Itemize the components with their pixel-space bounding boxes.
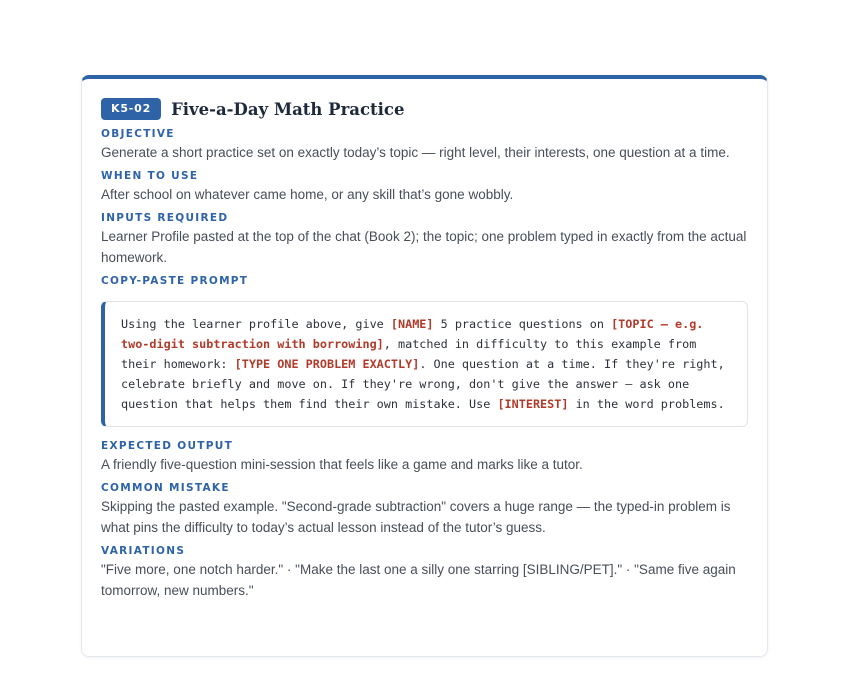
inputs-required-text: Learner Profile pasted at the top of the chat (Book 2); the topic; one problem typed in exactly from the actual homework.: [101, 229, 747, 265]
variations-text: "Five more, one notch harder." · "Make the last one a silly one starring [SIBLING/PET]." · "Same five again tomorrow, new numbers.": [101, 562, 736, 598]
common-mistake-label: COMMON MISTAKE: [101, 482, 230, 494]
prompt-text-segment: in the word problems.: [568, 397, 725, 411]
prompt-placeholder-name: [NAME]: [390, 317, 434, 331]
objective-label: OBJECTIVE: [101, 128, 175, 140]
prompt-text-segment: 5 practice questions on: [433, 317, 612, 331]
card-header: [101, 97, 748, 121]
prompt-text-block[interactable]: [101, 301, 748, 427]
objective-text: Generate a short practice set on exactly today’s topic — right level, their interests, one question at a time.: [101, 145, 730, 160]
expected-output-label: EXPECTED OUTPUT: [101, 440, 234, 452]
common-mistake-text: Skipping the pasted example. "Second-grade subtraction" covers a huge range — the typed-in problem is what pins the difficulty to today’s actual lesson instead of the tutor’s guess.: [101, 499, 731, 535]
when-to-use-label: WHEN TO USE: [101, 170, 199, 182]
variations-label: VARIATIONS: [101, 545, 186, 557]
prompt-text-segment: . One question at a time. If they're right, celebrate briefly and move on. If they're wrong, don't give the answer — ask one question that helps them find their own mistake. Use: [121, 357, 725, 411]
prompt-placeholder-problem: [TYPE ONE PROBLEM EXACTLY]: [234, 357, 420, 371]
expected-output-text: A friendly five-question mini-session that feels like a game and marks like a tutor.: [101, 457, 583, 472]
when-to-use-text: After school on whatever came home, or any skill that’s gone wobbly.: [101, 187, 514, 202]
prompt-card: [81, 75, 768, 657]
prompt-text-segment: , matched in difficulty to this example from their homework:: [121, 337, 697, 371]
prompt-placeholder-interest: [INTEREST]: [497, 397, 569, 411]
prompt-text-segment: Using the learner profile above, give: [121, 317, 391, 331]
inputs-required-label: INPUTS REQUIRED: [101, 212, 229, 224]
copy-paste-prompt-label: COPY-PASTE PROMPT: [101, 275, 249, 287]
prompt-code-badge: K5-02: [101, 98, 161, 120]
prompt-placeholder-topic: [TOPIC — e.g. two-digit subtraction with borrowing]: [121, 317, 704, 351]
card-title: Five-a-Day Math Practice: [171, 99, 405, 119]
